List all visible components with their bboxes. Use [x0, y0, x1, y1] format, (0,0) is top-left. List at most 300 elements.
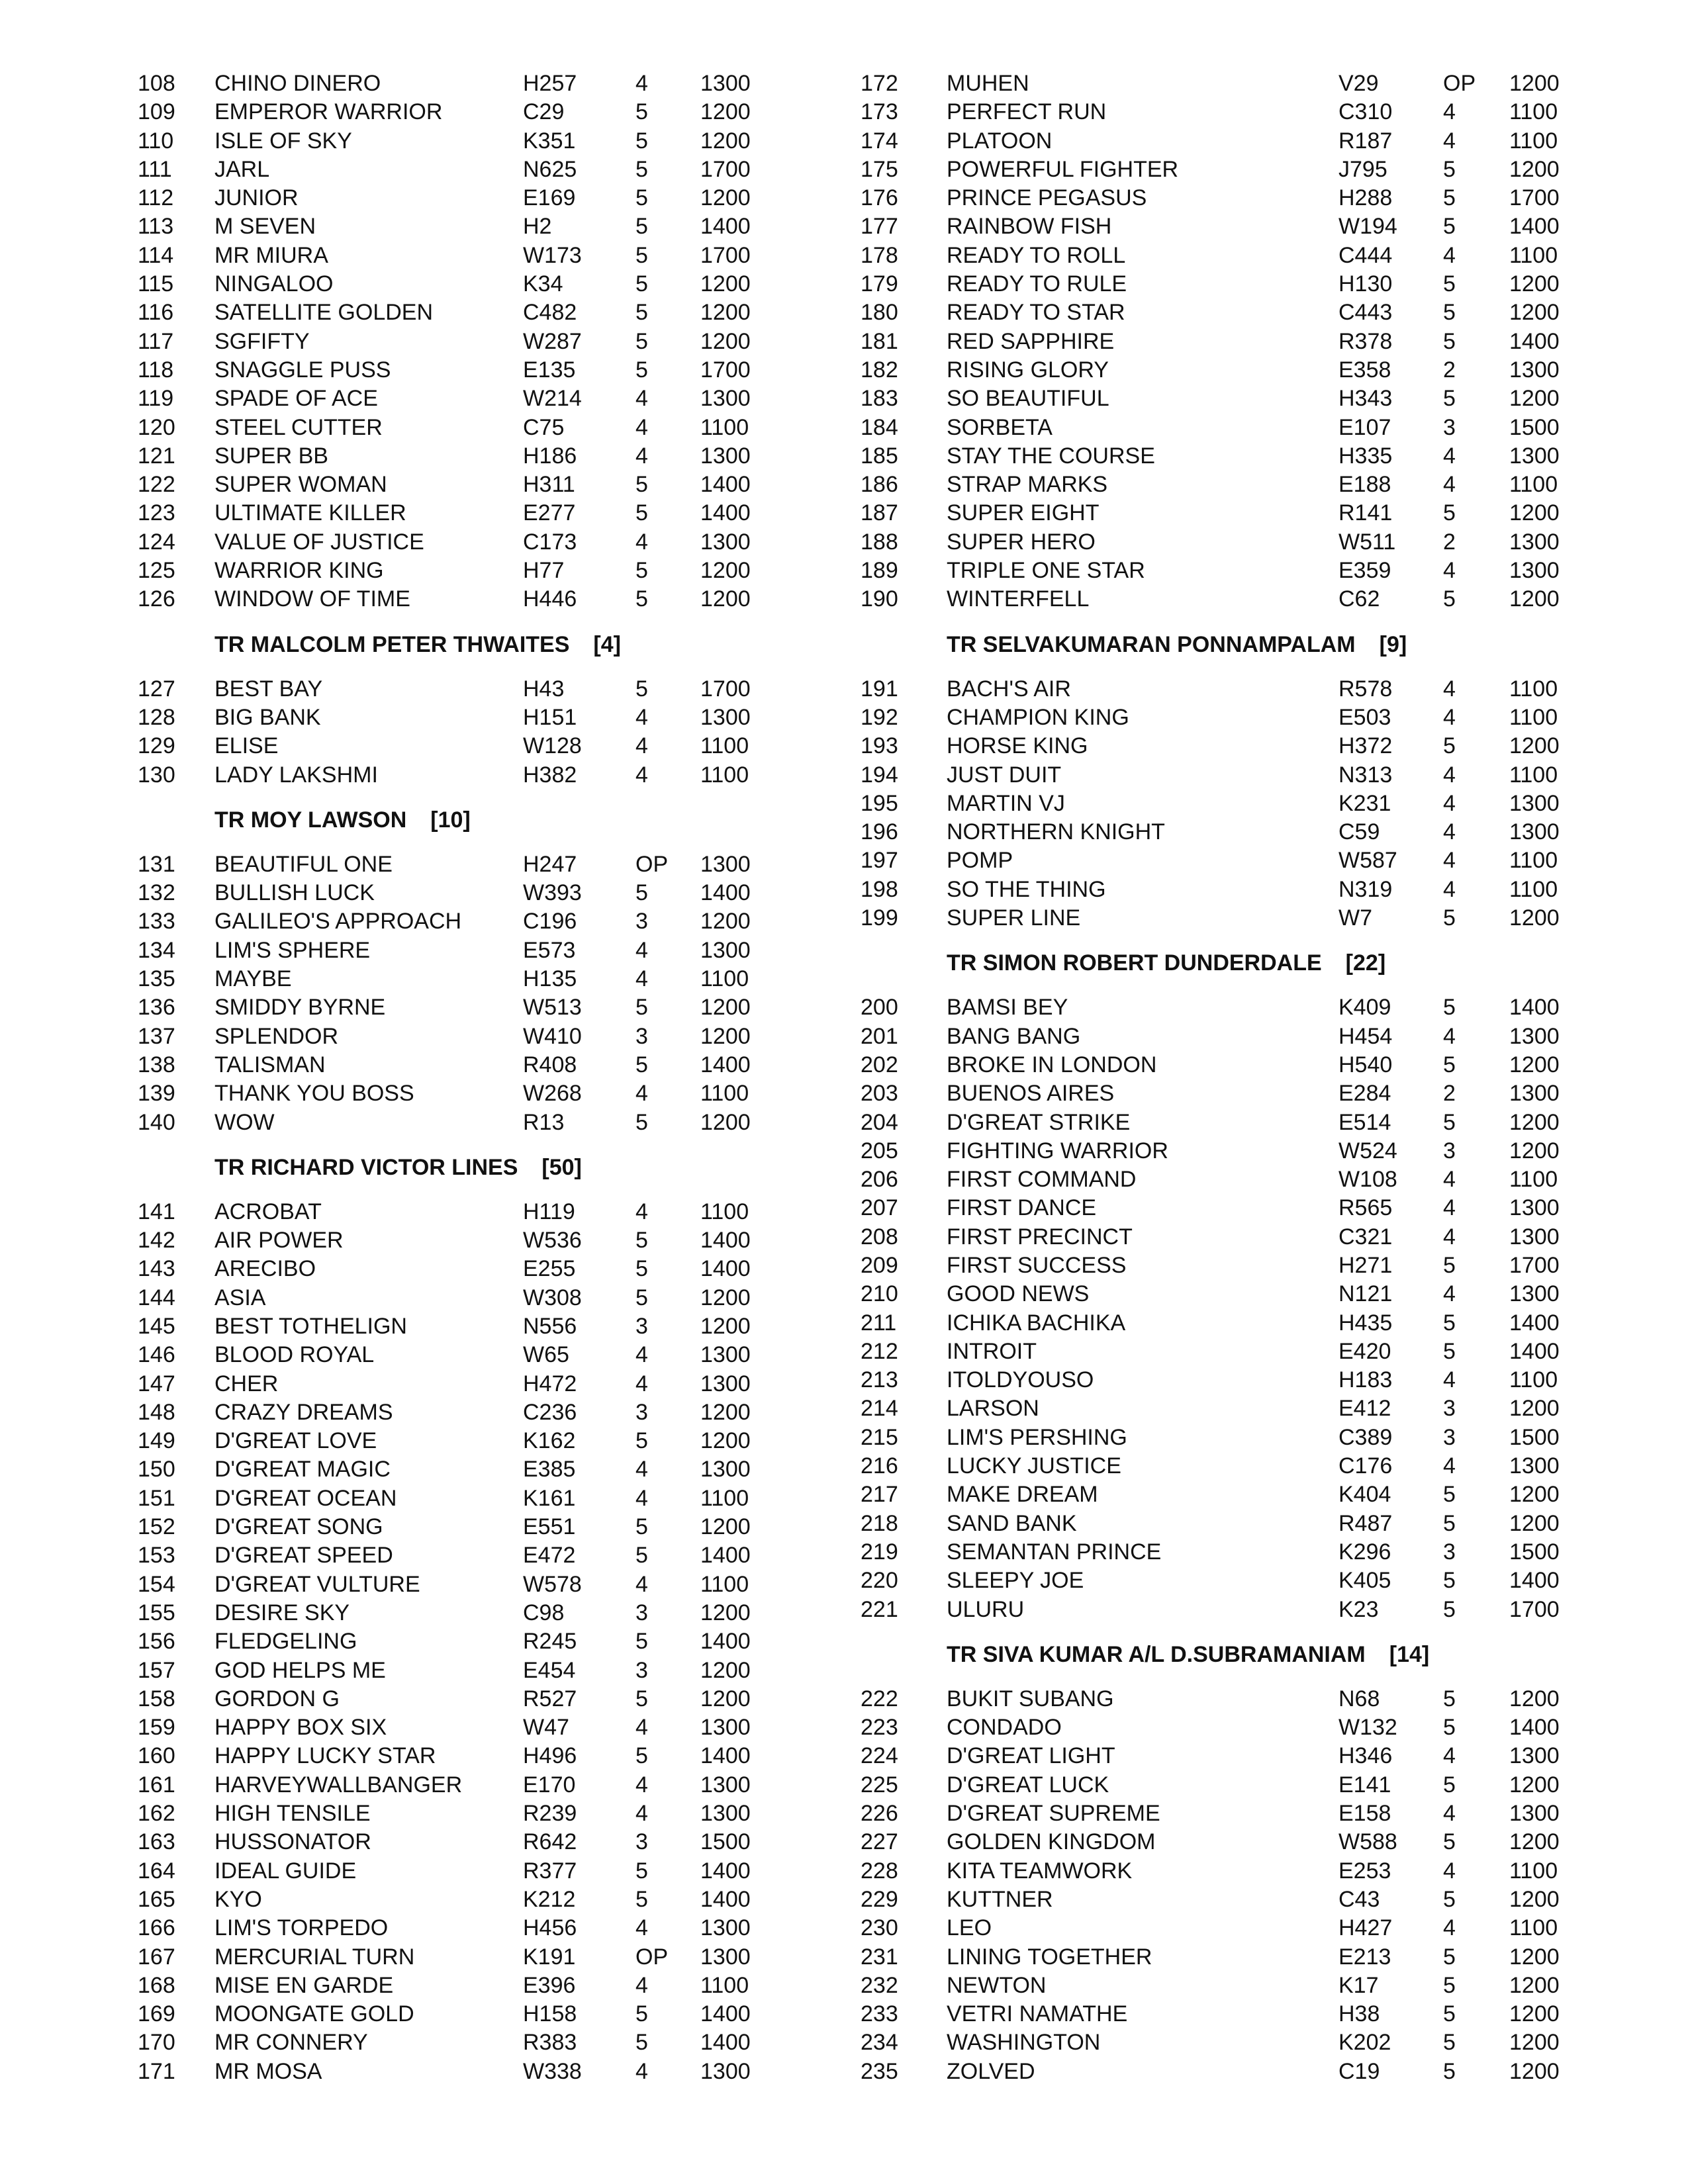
horse-class: 5 — [635, 185, 648, 211]
horse-name: D'GREAT VULTURE — [214, 1571, 420, 1597]
horse-number: 129 — [138, 733, 175, 759]
horse-class: 5 — [635, 328, 648, 354]
horse-number: 199 — [861, 905, 898, 931]
horse-code: H186 — [523, 443, 577, 469]
horse-class: 5 — [1443, 300, 1456, 326]
horse-class: 5 — [635, 2001, 648, 2027]
horse-code: W524 — [1338, 1138, 1397, 1163]
horse-code: C98 — [523, 1600, 565, 1625]
horse-number: 232 — [861, 1972, 898, 1998]
horse-class: 3 — [635, 1023, 648, 1049]
horse-class: 5 — [635, 156, 648, 182]
horse-code: K409 — [1338, 995, 1391, 1021]
horse-class: 4 — [1443, 1167, 1456, 1193]
horse-code: H382 — [523, 762, 577, 788]
horse-code: R642 — [523, 1829, 577, 1855]
horse-name: BEAUTIFUL ONE — [214, 851, 393, 877]
horse-number: 127 — [138, 676, 175, 702]
horse-row — [861, 1857, 1569, 1886]
horse-name: ULURU — [947, 1596, 1025, 1622]
horse-code: E412 — [1338, 1396, 1391, 1422]
horse-row — [138, 127, 773, 156]
horse-row — [861, 1452, 1569, 1480]
horse-row — [138, 1857, 773, 1886]
horse-name: PRINCE PEGASUS — [947, 185, 1147, 211]
horse-name: SUPER LINE — [947, 905, 1081, 931]
horse-number: 110 — [138, 128, 174, 154]
horse-row — [138, 528, 773, 557]
horse-class: 5 — [1443, 733, 1456, 759]
horse-code: J795 — [1338, 156, 1387, 182]
horse-code: H183 — [1338, 1367, 1393, 1393]
horse-number: 108 — [138, 71, 175, 96]
horse-code: E253 — [1338, 1858, 1391, 1884]
horse-code: V29 — [1338, 71, 1379, 96]
horse-rating: 1400 — [1509, 1568, 1560, 1594]
horse-number: 188 — [861, 529, 898, 555]
horse-name: SNAGGLE PUSS — [214, 357, 391, 383]
horse-class: 5 — [1443, 1510, 1456, 1536]
horse-rating: 1500 — [1509, 1424, 1560, 1450]
horse-name: SATELLITE GOLDEN — [214, 300, 434, 326]
horse-code: W338 — [523, 2058, 582, 2084]
horse-rating: 1400 — [1509, 328, 1560, 354]
horse-number: 189 — [861, 558, 898, 584]
horse-rating: 1100 — [700, 1081, 749, 1107]
horse-code: C173 — [523, 529, 577, 555]
horse-name: D'GREAT SPEED — [214, 1543, 393, 1569]
horse-row — [861, 1713, 1569, 1742]
horse-row — [138, 993, 773, 1022]
horse-number: 208 — [861, 1224, 898, 1250]
horse-code: C389 — [1338, 1424, 1393, 1450]
horse-class: 5 — [635, 1052, 648, 1077]
horse-rating: 1100 — [1509, 762, 1558, 788]
horse-code: E514 — [1338, 1109, 1391, 1135]
horse-class: 4 — [635, 966, 648, 992]
horse-row — [138, 675, 773, 704]
horse-code: R527 — [523, 1686, 577, 1711]
horse-rating: 1300 — [1509, 1453, 1560, 1479]
horse-code: W578 — [523, 1571, 582, 1597]
trainer-heading — [861, 933, 1569, 993]
horse-number: 142 — [138, 1228, 175, 1253]
horse-number: 206 — [861, 1167, 898, 1193]
horse-row — [138, 907, 773, 936]
horse-class: OP — [1443, 71, 1476, 96]
horse-number: 154 — [138, 1571, 175, 1597]
horse-number: 224 — [861, 1743, 898, 1769]
horse-code: W108 — [1338, 1167, 1397, 1193]
horse-name: BEST TOTHELIGN — [214, 1313, 407, 1339]
horse-row — [138, 965, 773, 993]
horse-rating: 1200 — [1509, 2058, 1560, 2084]
horse-code: R187 — [1338, 128, 1393, 154]
horse-row — [861, 675, 1569, 704]
horse-name: RED SAPPHIRE — [947, 328, 1115, 354]
horse-code: K405 — [1338, 1568, 1391, 1594]
horse-rating: 1300 — [1509, 1081, 1560, 1107]
horse-number: 201 — [861, 1023, 898, 1049]
horse-number: 159 — [138, 1715, 175, 1741]
horse-class: 4 — [635, 529, 648, 555]
horse-row — [861, 1309, 1569, 1338]
horse-name: SO THE THING — [947, 876, 1106, 902]
horse-rating: 1400 — [700, 1228, 751, 1253]
horse-name: BUKIT SUBANG — [947, 1686, 1114, 1711]
trainer-horse-count: [14] — [1389, 1641, 1430, 1667]
horse-class: 4 — [1443, 472, 1456, 498]
horse-rating: 1400 — [1509, 1310, 1560, 1336]
horse-class: OP — [635, 851, 669, 877]
horse-class: 5 — [1443, 214, 1456, 240]
horse-name: CHAMPION KING — [947, 704, 1129, 730]
horse-class: 5 — [1443, 586, 1456, 612]
horse-number: 140 — [138, 1109, 175, 1135]
horse-code: R141 — [1338, 500, 1393, 526]
horse-name: SPLENDOR — [214, 1023, 339, 1049]
horse-number: 115 — [138, 271, 174, 297]
horse-number: 207 — [861, 1195, 898, 1221]
horse-name: POWERFUL FIGHTER — [947, 156, 1179, 182]
horse-rating: 1300 — [1509, 1023, 1560, 1049]
horse-rating: 1400 — [700, 1743, 751, 1769]
horse-row — [138, 298, 773, 327]
horse-name: WINTERFELL — [947, 586, 1090, 612]
horse-rating: 1200 — [700, 1285, 751, 1310]
horse-name: READY TO ROLL — [947, 242, 1126, 268]
horse-name: WOW — [214, 1109, 275, 1135]
horse-rating: 1200 — [1509, 1972, 1560, 1998]
horse-number: 128 — [138, 704, 175, 730]
horse-number: 164 — [138, 1858, 175, 1884]
horse-number: 118 — [138, 357, 174, 383]
horse-rating: 1400 — [700, 1256, 751, 1282]
horse-number: 152 — [138, 1514, 175, 1540]
horse-name: MOONGATE GOLD — [214, 2001, 414, 2027]
horse-number: 156 — [138, 1629, 175, 1655]
horse-number: 178 — [861, 242, 898, 268]
horse-code: H130 — [1338, 271, 1393, 297]
horse-row — [138, 1051, 773, 1079]
horse-name: NEWTON — [947, 1972, 1047, 1998]
horse-rating: 1400 — [700, 880, 751, 906]
horse-rating: 1400 — [700, 500, 751, 526]
horse-row — [138, 471, 773, 499]
horse-rating: 1400 — [700, 2030, 751, 2056]
horse-row — [138, 732, 773, 760]
horse-row — [861, 1480, 1569, 1509]
horse-name: FIGHTING WARRIOR — [947, 1138, 1168, 1163]
horse-name: D'GREAT SUPREME — [947, 1801, 1160, 1827]
horse-number: 233 — [861, 2001, 898, 2027]
horse-rating: 1300 — [700, 937, 751, 963]
horse-rating: 1100 — [700, 966, 749, 992]
horse-number: 167 — [138, 1944, 175, 1970]
horse-code: W287 — [523, 328, 582, 354]
horse-rating: 1400 — [700, 1629, 751, 1655]
horse-row — [138, 1713, 773, 1742]
horse-rating: 1200 — [700, 558, 751, 584]
horse-code: E158 — [1338, 1801, 1391, 1827]
horse-class: 4 — [635, 1342, 648, 1368]
horse-row — [861, 557, 1569, 585]
horse-name: LIM'S SPHERE — [214, 937, 371, 963]
horse-class: 4 — [635, 71, 648, 96]
horse-code: K34 — [523, 271, 563, 297]
horse-class: 5 — [635, 2030, 648, 2056]
horse-code: R378 — [1338, 328, 1393, 354]
horse-class: 4 — [1443, 1224, 1456, 1250]
horse-code: H2 — [523, 214, 552, 240]
horse-class: 4 — [1443, 704, 1456, 730]
horse-class: 3 — [1443, 1396, 1456, 1422]
horse-row — [138, 1799, 773, 1828]
horse-row — [861, 1051, 1569, 1079]
horse-name: ARECIBO — [214, 1256, 316, 1282]
horse-number: 196 — [861, 819, 898, 845]
horse-code: H343 — [1338, 386, 1393, 412]
horse-row — [861, 876, 1569, 904]
horse-class: 5 — [1443, 1772, 1456, 1797]
horse-code: E573 — [523, 937, 576, 963]
horse-name: BIG BANK — [214, 704, 321, 730]
horse-code: E396 — [523, 1972, 576, 1998]
horse-rating: 1200 — [1509, 500, 1560, 526]
horse-class: 5 — [635, 500, 648, 526]
horse-row — [138, 879, 773, 907]
horse-name: D'GREAT LIGHT — [947, 1743, 1115, 1769]
horse-rating: 1100 — [1509, 876, 1558, 902]
horse-name: DESIRE SKY — [214, 1600, 350, 1625]
trainer-heading — [138, 614, 773, 675]
horse-number: 193 — [861, 733, 898, 759]
horse-rating: 1200 — [1509, 1482, 1560, 1508]
horse-code: H271 — [1338, 1252, 1393, 1278]
horse-row — [861, 1742, 1569, 1770]
horse-number: 185 — [861, 443, 898, 469]
horse-name: D'GREAT STRIKE — [947, 1109, 1131, 1135]
horse-class: 5 — [1443, 995, 1456, 1021]
horse-row — [861, 499, 1569, 527]
horse-class: 5 — [635, 676, 648, 702]
horse-rating: 1300 — [700, 1342, 751, 1368]
trainer-heading — [138, 790, 773, 850]
horse-code: C176 — [1338, 1453, 1393, 1479]
horse-class: 5 — [1443, 1252, 1456, 1278]
horse-row — [138, 1972, 773, 2000]
horse-class: 5 — [635, 1886, 648, 1912]
horse-rating: 1300 — [1509, 1743, 1560, 1769]
horse-name: FIRST DANCE — [947, 1195, 1097, 1221]
horse-row — [861, 471, 1569, 499]
horse-name: LEO — [947, 1915, 992, 1941]
horse-row — [138, 1828, 773, 1856]
horse-rating: 1300 — [1509, 1195, 1560, 1221]
horse-code: H427 — [1338, 1915, 1393, 1941]
horse-name: IDEAL GUIDE — [214, 1858, 357, 1884]
horse-rating: 1700 — [1509, 1252, 1560, 1278]
horse-number: 221 — [861, 1596, 898, 1622]
horse-code: R245 — [523, 1629, 577, 1655]
horse-class: 5 — [635, 880, 648, 906]
horse-name: BANG BANG — [947, 1023, 1081, 1049]
horse-class: 5 — [1443, 2058, 1456, 2084]
horse-name: JARL — [214, 156, 270, 182]
horse-number: 111 — [138, 156, 172, 182]
horse-rating: 1200 — [700, 271, 751, 297]
horse-class: 5 — [1443, 185, 1456, 211]
horse-number: 119 — [138, 386, 174, 412]
horse-rating: 1100 — [700, 1972, 749, 1998]
horse-code: E503 — [1338, 704, 1391, 730]
horse-number: 113 — [138, 214, 174, 240]
horse-rating: 1300 — [700, 2058, 751, 2084]
horse-code: R239 — [523, 1801, 577, 1827]
horse-row — [861, 2000, 1569, 2028]
horse-class: 2 — [1443, 1081, 1456, 1107]
horse-row — [138, 356, 773, 385]
horse-number: 143 — [138, 1256, 175, 1282]
horse-row — [861, 1972, 1569, 2000]
horse-class: 4 — [1443, 1453, 1456, 1479]
horse-name: STRAP MARKS — [947, 472, 1108, 498]
horse-rating: 1300 — [700, 1772, 751, 1797]
horse-rating: 1200 — [700, 1023, 751, 1049]
horse-number: 147 — [138, 1371, 175, 1396]
horse-number: 151 — [138, 1485, 175, 1511]
horse-name: SUPER WOMAN — [214, 472, 387, 498]
horse-rating: 1100 — [1509, 848, 1558, 874]
horse-row — [861, 1596, 1569, 1624]
horse-class: 4 — [1443, 99, 1456, 125]
horse-class: 5 — [1443, 1052, 1456, 1077]
horse-class: 4 — [1443, 128, 1456, 154]
horse-rating: 1100 — [700, 414, 749, 440]
horse-number: 166 — [138, 1915, 175, 1941]
trainer-name: TR MALCOLM PETER THWAITES — [214, 631, 570, 657]
horse-rating: 1400 — [700, 472, 751, 498]
horse-row — [138, 1198, 773, 1226]
horse-name: GOD HELPS ME — [214, 1657, 386, 1683]
horse-code: W308 — [523, 1285, 582, 1310]
horse-number: 136 — [138, 995, 175, 1021]
horse-class: 5 — [1443, 2030, 1456, 2056]
horse-rating: 1200 — [1509, 586, 1560, 612]
horse-code: R408 — [523, 1052, 577, 1077]
horse-class: 5 — [635, 300, 648, 326]
horse-class: 3 — [635, 1313, 648, 1339]
horse-code: R383 — [523, 2030, 577, 2056]
horse-rating: 1400 — [1509, 1338, 1560, 1364]
horse-name: ZOLVED — [947, 2058, 1035, 2084]
horse-rating: 1300 — [700, 443, 751, 469]
horse-row — [138, 1742, 773, 1770]
horse-class: 5 — [635, 1109, 648, 1135]
horse-code: C236 — [523, 1399, 577, 1425]
horse-row — [861, 1424, 1569, 1452]
horse-code: H77 — [523, 558, 565, 584]
horse-number: 109 — [138, 99, 175, 125]
horse-code: H247 — [523, 851, 577, 877]
horse-number: 163 — [138, 1829, 175, 1855]
horse-name: FIRST PRECINCT — [947, 1224, 1133, 1250]
horse-code: H372 — [1338, 733, 1393, 759]
horse-number: 157 — [138, 1657, 175, 1683]
horse-name: LARSON — [947, 1396, 1039, 1422]
horse-rating: 1300 — [1509, 1224, 1560, 1250]
horse-code: H335 — [1338, 443, 1393, 469]
horse-rating: 1200 — [700, 99, 751, 125]
horse-class: 4 — [635, 1081, 648, 1107]
horse-code: N556 — [523, 1313, 577, 1339]
horse-row — [861, 1223, 1569, 1251]
trainer-heading — [861, 1624, 1569, 1685]
horse-class: 4 — [1443, 1858, 1456, 1884]
horse-rating: 1200 — [1509, 1772, 1560, 1797]
horse-number: 187 — [861, 500, 898, 526]
horse-code: C62 — [1338, 586, 1380, 612]
horse-number: 230 — [861, 1915, 898, 1941]
horse-name: ACROBAT — [214, 1199, 322, 1224]
horse-rating: 1300 — [700, 1371, 751, 1396]
horse-number: 158 — [138, 1686, 175, 1711]
horse-row — [861, 1538, 1569, 1567]
horse-class: 4 — [635, 937, 648, 963]
horse-rating: 1300 — [1509, 819, 1560, 845]
horse-rating: 1400 — [700, 1543, 751, 1569]
horse-class: 5 — [635, 1514, 648, 1540]
horse-name: ELISE — [214, 733, 279, 759]
horse-code: H43 — [523, 676, 565, 702]
horse-number: 180 — [861, 300, 898, 326]
horse-name: BEST BAY — [214, 676, 323, 702]
horse-class: 5 — [635, 1228, 648, 1253]
horse-number: 204 — [861, 1109, 898, 1135]
horse-row — [138, 1599, 773, 1627]
horse-code: H119 — [523, 1199, 575, 1224]
horse-name: GALILEO'S APPROACH — [214, 909, 462, 934]
horse-row — [138, 442, 773, 471]
horse-row — [861, 270, 1569, 298]
horse-number: 117 — [138, 328, 174, 354]
horse-number: 114 — [138, 242, 174, 268]
horse-code: K351 — [523, 128, 576, 154]
horse-class: 4 — [1443, 1367, 1456, 1393]
horse-name: STEEL CUTTER — [214, 414, 383, 440]
horse-class: 4 — [1443, 242, 1456, 268]
horse-class: 4 — [635, 1371, 648, 1396]
horse-rating: 1700 — [1509, 185, 1560, 211]
horse-name: AIR POWER — [214, 1228, 344, 1253]
horse-class: 5 — [1443, 1829, 1456, 1855]
horse-row — [861, 356, 1569, 385]
horse-name: MAKE DREAM — [947, 1482, 1098, 1508]
horse-row — [138, 1657, 773, 1685]
horse-class: 3 — [1443, 1138, 1456, 1163]
horse-number: 124 — [138, 529, 175, 555]
horse-rating: 1200 — [1509, 386, 1560, 412]
horse-row — [138, 1627, 773, 1656]
horse-row — [138, 1079, 773, 1108]
horse-name: GORDON G — [214, 1686, 340, 1711]
horse-code: N313 — [1338, 762, 1393, 788]
horse-name: HIGH TENSILE — [214, 1801, 371, 1827]
trainer-heading — [861, 614, 1569, 675]
horse-row — [861, 818, 1569, 846]
horse-name: WASHINGTON — [947, 2030, 1101, 2056]
horse-number: 210 — [861, 1281, 898, 1307]
